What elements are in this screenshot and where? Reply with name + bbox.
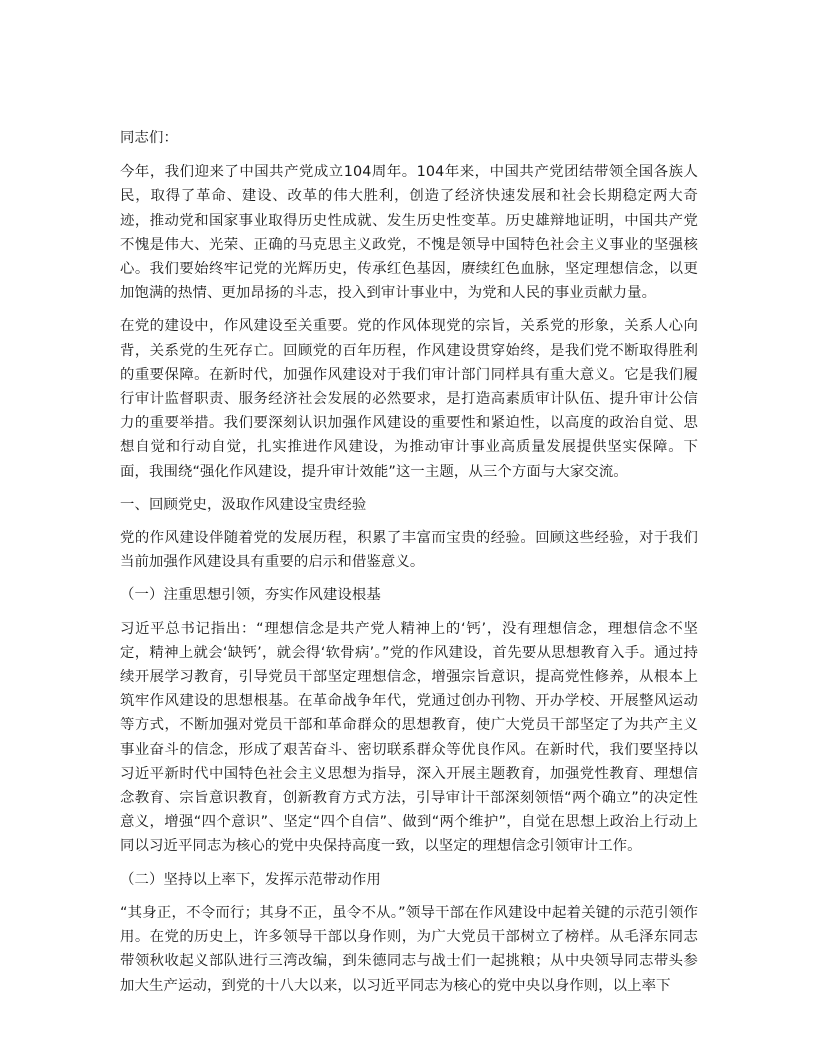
document-page — [120, 126, 698, 1007]
greeting: 同志们： — [120, 130, 178, 146]
section-1-intro: 党的作风建设伴随着党的发展历程，积累了丰富而宝贵的经验。回顾这些经验，对于我们当前加强作风建设具有重要的启示和借鉴意义。 — [120, 530, 698, 571]
subsection-1-body: 习近平总书记指出：“理想信念是共产党人精神上的‘钙’，没有理想信念，理想信念不坚定，精神上就会‘缺钙’，就会得‘软骨病’。”党的作风建设，首先要从思想教育入手。通过持续开展学习教育，引导党员干部坚定理想信念，增强宗旨意识，提高党性修养，从根本上筑牢作风建设的思想根基。在革命战争年代，党通过创办刊物、开办学校、开展整风运动等方式，不断加强对党员干部和革命群众的思想教育，使广大党员干部坚定了为共产主义事业奋斗的信念，形成了艰苦奋斗、密切联系群众等优良作风。在新时代，我们要坚持以习近平新时代中国特色社会主义思想为指导，深入开展主题教育，加强党性教育、理想信念教育、宗旨意识教育，创新教育方式方法，引导审计干部深刻领悟“两个确立”的决定性意义，增强“四个意识”、坚定“四个自信”、做到“两个维护”，自觉在思想上政治上行动上同以习近平同志为核心的党中央保持高度一致，以坚定的理想信念引领审计工作。 — [120, 620, 698, 855]
paragraph-anniversary: 今年，我们迎来了中国共产党成立104周年。104年来，中国共产党团结带领全国各族人民，取得了革命、建设、改革的伟大胜利，创造了经济快速发展和社会长期稳定两大奇迹，推动党和国家事业取得历史性成就、发生历史性变革。历史雄辩地证明，中国共产党不愧是伟大、光荣、正确的马克思主义政党，不愧是领导中国特色社会主义事业的坚强核心。我们要始终牢记党的光辉历史，传承红色基因，赓续红色血脉，坚定理想信念，以更加饱满的热情、更加昂扬的斗志，投入到审计事业中，为党和人民的事业贡献力量。 — [120, 164, 698, 302]
subsection-2-heading: （二）坚持以上率下，发挥示范带动作用 — [120, 871, 381, 888]
section-1-heading: 一、回顾党史，汲取作风建设宝贵经验 — [120, 496, 367, 513]
subsection-2-body: “其身正，不令而行；其身不正，虽令不从。”领导干部在作风建设中起着关键的示范引领作用。在党的历史上，许多领导干部以身作则，为广大党员干部树立了榜样。从毛泽东同志带领秋收起义部队进行三湾改编，到朱德同志与战士们一起挑粮；从中央领导同志带头参加大生产运动，到党的十八大以来，以习近平同志为核心的党中央以身作则，以上率下 — [120, 904, 698, 994]
subsection-1-heading: （一）注重思想引领，夯实作风建设根基 — [120, 587, 381, 604]
paragraph-style-building: 在党的建设中，作风建设至关重要。党的作风体现党的宗旨，关系党的形象，关系人心向背，关系党的生死存亡。回顾党的百年历程，作风建设贯穿始终，是我们党不断取得胜利的重要保障。在新时代，加强作风建设对于我们审计部门同样具有重大意义。它是我们履行审计监督职责、服务经济社会发展的必然要求，是打造高素质审计队伍、提升审计公信力的重要举措。我们要深刻认识加强作风建设的重要性和紧迫性，以高度的政治自觉、思想自觉和行动自觉，扎实推进作风建设，为推动审计事业高质量发展提供坚实保障。下面，我围绕“强化作风建设，提升审计效能”这一主题，从三个方面与大家交流。 — [120, 318, 698, 480]
